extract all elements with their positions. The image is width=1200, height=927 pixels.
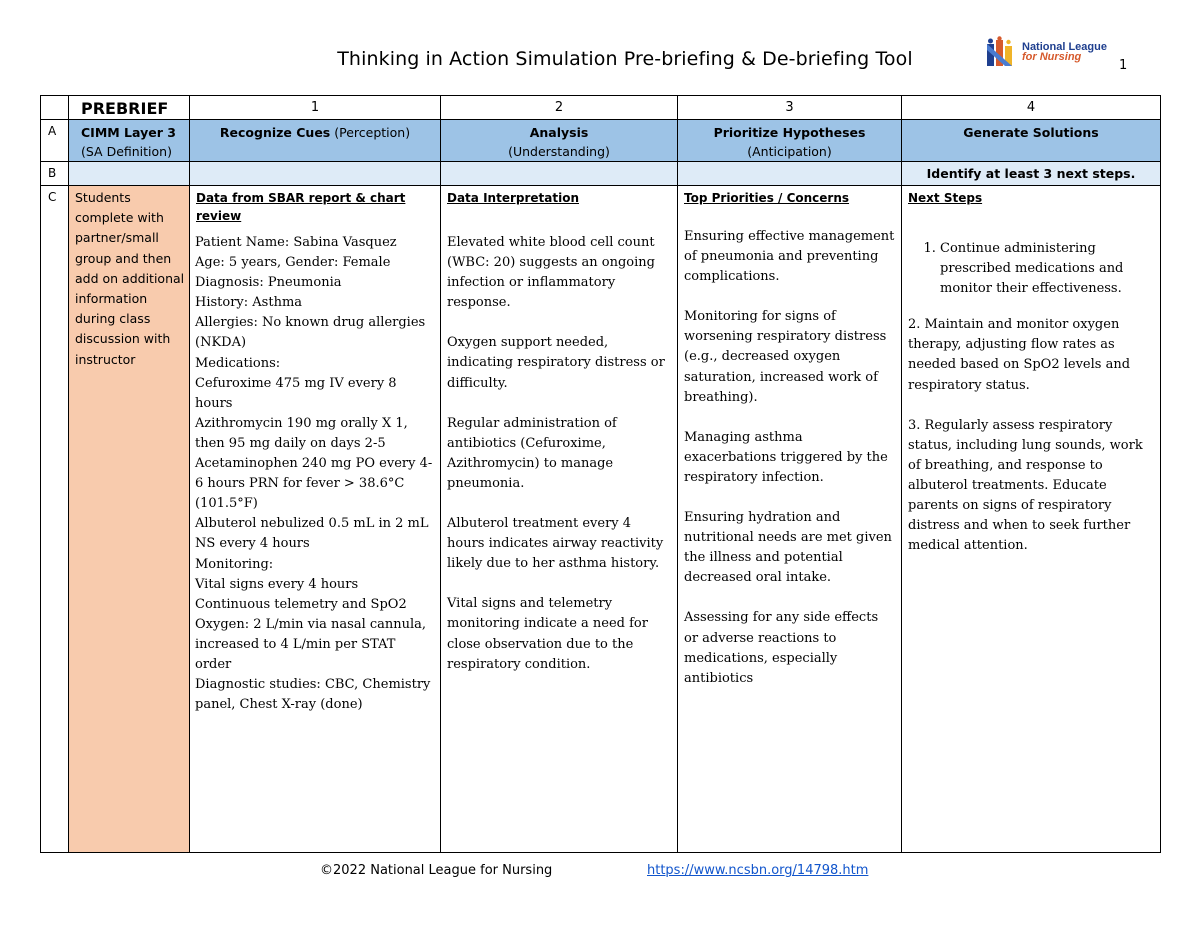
row-b-cell-1: [190, 162, 441, 186]
patient-data-line: Azithromycin 190 mg orally X 1, then 95 mg daily on days 2-5: [195, 415, 408, 451]
interpretation-paragraph: Vital signs and telemetry monitoring indicate a need for close observation due to the respiratory condition.: [447, 596, 648, 672]
priorities-list: [678, 227, 901, 689]
interpretation-heading: Data Interpretation: [447, 191, 579, 205]
row-letter-c: C: [41, 186, 69, 853]
nln-logo-icon: [984, 36, 1018, 70]
priority-paragraph: Managing asthma exacerbations triggered by the respiratory infection.: [684, 429, 888, 485]
sbar-heading: Data from SBAR report & chart review: [196, 191, 406, 223]
patient-data-line: Diagnostic studies: CBC, Chemistry panel, Chest X-ray (done): [195, 677, 431, 713]
generate-solutions-title: Generate Solutions: [963, 125, 1099, 140]
recognize-cues-title: Recognize Cues: [219, 125, 331, 140]
priority-paragraph: Ensuring effective management of pneumonia and preventing complications.: [684, 229, 895, 285]
row-c: [41, 186, 1161, 853]
cimm-layer-cell: [69, 120, 190, 162]
generate-solutions-content: [902, 186, 1161, 853]
logo-wordmark: [1022, 42, 1107, 62]
row-b-cell-3: [678, 162, 902, 186]
column-number-2: 2: [441, 96, 678, 120]
priorities-heading: Top Priorities / Concerns: [684, 191, 850, 205]
header-row: [41, 96, 1161, 120]
column-number-4: 4: [902, 96, 1161, 120]
patient-data-line: Continuous telemetry and SpO2: [195, 596, 407, 612]
patient-data-line: Diagnosis: Pneumonia: [195, 275, 342, 291]
patient-data-line: Monitoring:: [195, 556, 274, 572]
next-step-item: 1. Continue administering prescribed medications and monitor their effectiveness.: [940, 239, 1154, 299]
ncsbn-link[interactable]: https://www.ncsbn.org/14798.htm: [647, 863, 869, 878]
logo-line-1: National League: [1022, 41, 1107, 53]
column-number-1: 1: [190, 96, 441, 120]
interpretation-paragraph: Regular administration of antibiotics (Cefuroxime, Azithromycin) to manage pneumonia.: [447, 415, 617, 491]
prioritize-header: [678, 120, 902, 162]
patient-data-line: Vital signs every 4 hours: [195, 576, 359, 592]
corner-empty-cell: [41, 96, 69, 120]
patient-data-list: [190, 233, 440, 715]
next-steps-ordered-list: [908, 239, 1154, 299]
prioritize-sub: (Anticipation): [747, 144, 832, 159]
recognize-cues-sub: (Perception): [334, 125, 411, 140]
next-step-item: 3. Regularly assess respiratory status, including lung sounds, work of breathing, and response to albuterol treatments. Educate parents on signs of respiratory distress and when to seek further medical attention.: [908, 417, 1143, 554]
analysis-content: [441, 186, 678, 853]
cimm-layer-sub: (SA Definition): [81, 144, 172, 159]
prioritize-content: [678, 186, 902, 853]
logo-line-2: for Nursing: [1022, 51, 1082, 63]
interpretation-paragraph: Albuterol treatment every 4 hours indicates airway reactivity likely due to her asthma history.: [447, 516, 664, 572]
analysis-sub: (Understanding): [508, 144, 610, 159]
cimm-layer-title: CIMM Layer 3: [81, 125, 176, 140]
analysis-header: [441, 120, 678, 162]
patient-data-line: History: Asthma: [195, 295, 303, 311]
page-number: 1: [1119, 58, 1128, 73]
priority-paragraph: Ensuring hydration and nutritional needs are met given the illness and potential decreased oral intake.: [684, 510, 892, 586]
next-steps-list: [902, 239, 1160, 556]
patient-data-line: Medications:: [195, 355, 281, 371]
priority-paragraph: Monitoring for signs of worsening respiratory distress (e.g., decreased oxygen saturation, increased work of breathing).: [684, 309, 887, 405]
recognize-cues-header: [190, 120, 441, 162]
patient-data-line: Allergies: No known drug allergies (NKDA): [195, 315, 426, 351]
interpretation-paragraph: Oxygen support needed, indicating respiratory distress or difficulty.: [447, 335, 665, 391]
row-b-cell-2: [441, 162, 678, 186]
interpretation-list: [441, 233, 677, 675]
copyright-notice: ©2022 National League for Nursing: [320, 863, 553, 878]
generate-solutions-header: [902, 120, 1161, 162]
row-letter-a: A: [41, 120, 69, 162]
next-step-item: 2. Maintain and monitor oxygen therapy, adjusting flow rates as needed based on SpO2 levels and respiratory status.: [908, 317, 1131, 393]
row-b-instruction: Identify at least 3 next steps.: [902, 162, 1161, 186]
row-letter-b: B: [41, 162, 69, 186]
analysis-title: Analysis: [529, 125, 589, 140]
patient-data-line: Age: 5 years, Gender: Female: [195, 255, 391, 271]
prebrief-label: PREBRIEF: [69, 96, 190, 120]
student-instructions: Students complete with partner/small group and then add on additional information during class discussion with instructor: [69, 186, 190, 853]
interpretation-paragraph: Elevated white blood cell count (WBC: 20) suggests an ongoing infection or inflammatory response.: [447, 235, 655, 311]
patient-data-line: Albuterol nebulized 0.5 mL in 2 mL NS every 4 hours: [195, 516, 429, 552]
nln-logo: [984, 36, 1119, 70]
row-b-cell-side: [69, 162, 190, 186]
next-steps-heading: Next Steps: [908, 191, 983, 205]
row-b: [41, 162, 1161, 186]
prioritize-title: Prioritize Hypotheses: [713, 125, 866, 140]
patient-data-line: Cefuroxime 475 mg IV every 8 hours: [195, 375, 397, 411]
column-number-3: 3: [678, 96, 902, 120]
priority-paragraph: Assessing for any side effects or adverse reactions to medications, especially antibiotics: [684, 610, 879, 686]
prebrief-table: [40, 95, 1161, 853]
patient-data-line: Oxygen: 2 L/min via nasal cannula, increased to 4 L/min per STAT order: [195, 616, 427, 672]
recognize-cues-content: [190, 186, 441, 853]
page-title: Thinking in Action Simulation Pre-briefing & De-briefing Tool: [337, 48, 913, 70]
patient-data-line: Patient Name: Sabina Vasquez: [195, 235, 397, 250]
row-a: [41, 120, 1161, 162]
patient-data-line: Acetaminophen 240 mg PO every 4-6 hours PRN for fever > 38.6°C (101.5°F): [195, 456, 433, 512]
